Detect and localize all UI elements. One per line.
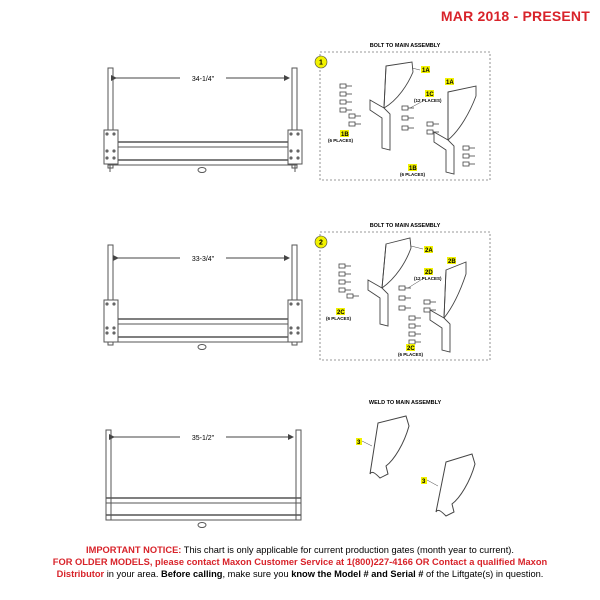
svg-text:(6 PLACES): (6 PLACES) [400,172,426,177]
svg-text:(6 PLACES): (6 PLACES) [328,138,354,143]
right-post [296,430,301,520]
left-post [106,430,111,520]
notice-line-1: IMPORTANT NOTICE: This chart is only applicable for current production gates (month year to current). [86,545,514,555]
svg-text:2B: 2B [448,259,456,265]
svg-text:(12 PLACES): (12 PLACES) [414,98,442,103]
svg-text:(6 PLACES): (6 PLACES) [398,352,424,357]
svg-text:1B: 1B [341,132,349,138]
svg-text:2D: 2D [425,270,433,276]
svg-text:1C: 1C [426,92,434,98]
svg-text:(12 PLACES): (12 PLACES) [414,276,442,281]
weld-plate-3-lower [436,454,475,516]
section-3-front-view [106,430,301,528]
svg-text:3: 3 [422,479,426,485]
width-label-3: 35-1/2" [191,435,215,442]
svg-text:2C: 2C [337,310,345,316]
svg-text:3: 3 [357,440,361,446]
notice-line-3: Distributor in your area. Before calling, make sure you know the Model # and Serial # of the Liftgate(s) in question. [56,569,544,579]
item-badge-2-number: 2 [319,239,323,247]
width-label-1: 34-1/4" [191,76,215,83]
width-label-2: 33-3/4" [191,256,215,263]
assembly-note-2: BOLT TO MAIN ASSEMBLY [369,223,441,229]
svg-text:(6 PLACES): (6 PLACES) [326,316,352,321]
svg-text:1A: 1A [446,80,454,86]
date-range-label: MAR 2018 - PRESENT [440,8,590,24]
assembly-note-3: WELD TO MAIN ASSEMBLY [368,400,442,406]
notice-line-2: FOR OLDER MODELS, please contact Maxon Customer Service at 1(800)227-4166 OR Contact a qualified Maxon [52,557,548,567]
svg-text:1B: 1B [409,166,417,172]
item-badge-1-number: 1 [319,59,323,67]
assembly-note-1: BOLT TO MAIN ASSEMBLY [369,43,441,49]
svg-text:1A: 1A [422,68,430,74]
svg-text:2A: 2A [425,248,433,254]
weld-plate-3-upper [370,416,409,478]
important-notice [40,544,560,580]
svg-text:2C: 2C [407,346,415,352]
bracket-2a-left [368,238,411,326]
